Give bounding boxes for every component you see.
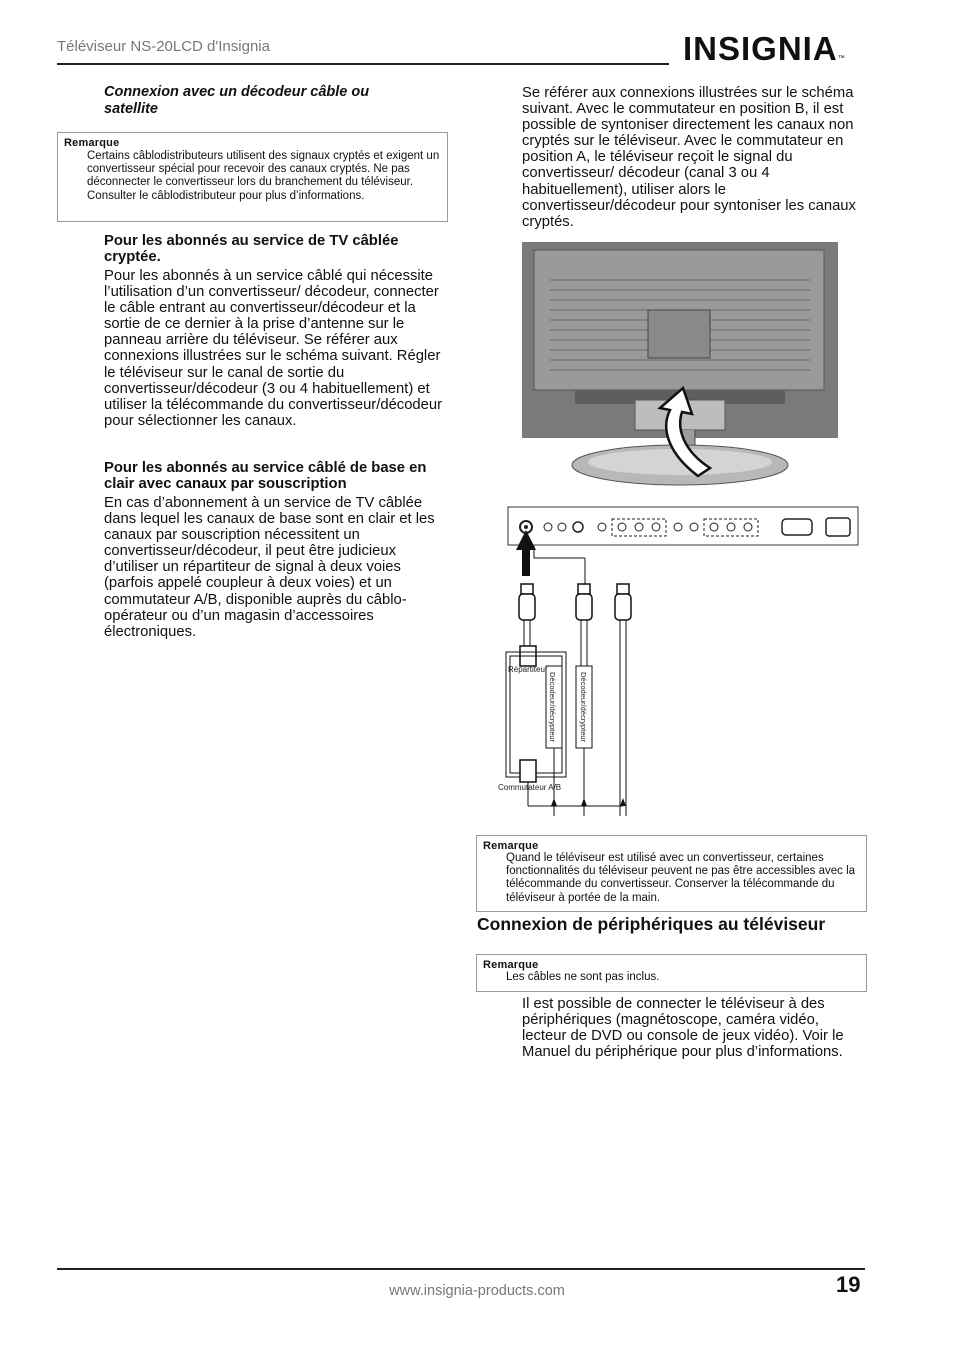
footer-rule bbox=[57, 1268, 865, 1270]
note-body: Certains câblodistributeurs utilisent des signaux cryptés et exigent un convertisseur spécial pour recevoir des canaux cryptés. Ne pas déconnecter le convertisseur lors du branchement du téléviseur. Consulter le câblodistributeur pour plus d’informations. bbox=[87, 150, 440, 202]
note-box-1 bbox=[57, 132, 448, 222]
note-box-2 bbox=[476, 835, 867, 912]
note-title: Remarque bbox=[483, 840, 539, 852]
label-decoder-2: Décodeur/décrypteur bbox=[579, 672, 588, 743]
para-intro: Se référer aux connexions illustrées sur le schéma suivant. Avec le commutateur en position B, il est possible de syntoniser directement les canaux non cryptés sur le téléviseur. Avec le commutateur en position A, le téléviseur reçoit le signal du convertisseur/ décodeur (canal 3 ou 4 habituellement), utiliser alors le convertisseur/décodeur pour syntoniser les canaux cryptés. bbox=[522, 85, 856, 230]
para-base: En cas d’abonnement à un service de TV câblée dans lequel les canaux de base sont en clair et les canaux par souscription nécessitent un convertisseur/décodeur, il peut être judicieux d’utiliser un répartiteur de signal à deux voies (parfois appelé coupleur à deux voies) et un commutateur A/B, disponible auprès du câblo-opérateur ou d’un magasin d’accessoires électroniques. bbox=[104, 495, 435, 640]
running-header: Téléviseur NS-20LCD d'Insignia bbox=[57, 38, 270, 55]
heading-crypted: Pour les abonnés au service de TV câblée cryptée. bbox=[104, 233, 399, 266]
note-box-3 bbox=[476, 954, 867, 992]
tv-back-illustration bbox=[520, 240, 840, 490]
note-title: Remarque bbox=[483, 959, 539, 971]
note-title: Remarque bbox=[64, 137, 120, 149]
para-crypted: Pour les abonnés à un service câblé qui nécessite l’utilisation d’un convertisseur/ décodeur, connecter le câble entrant au convertisseur/décodeur et la sortie de ce dernier à la prise d’antenne sur le panneau arrière du téléviseur. Se référer aux connexions illustrées sur le schéma suivant. Régler le téléviseur sur le canal de sortie du convertisseur/décodeur (3 ou 4 habituellement) et utiliser la télécommande du convertisseur/décodeur pour sélectionner les canaux. bbox=[104, 268, 443, 429]
label-splitter: Répartiteur bbox=[508, 665, 548, 674]
logo-trademark: ™ bbox=[837, 55, 845, 62]
header-rule bbox=[57, 63, 669, 65]
connection-diagram bbox=[496, 506, 866, 826]
heading-base: Pour les abonnés au service câblé de base en clair avec canaux par souscription bbox=[104, 460, 427, 493]
note-body: Les câbles ne sont pas inclus. bbox=[506, 971, 660, 983]
subheading-decoder: Connexion avec un décodeur câble ou satellite bbox=[104, 84, 370, 117]
para-devices: Il est possible de connecter le téléviseur à des périphériques (magnétoscope, caméra vidéo, lecteur de DVD ou console de jeux vidéo). Voir le Manuel du périphérique pour plus d’informations. bbox=[522, 996, 844, 1061]
label-decoder-1: Décodeur/décrypteur bbox=[548, 672, 557, 743]
section-heading: Connexion de périphériques au téléviseur bbox=[477, 914, 826, 934]
label-switch: Commutateur A/B bbox=[498, 783, 562, 792]
note-body: Quand le téléviseur est utilisé avec un convertisseur, certaines fonctionnalités du téléviseur peuvent ne pas être accessibles avec la télécommande du convertisseur. Conserver la télécommande du téléviseur à portée de la main. bbox=[506, 852, 856, 904]
footer-url[interactable]: www.insignia-products.com bbox=[389, 1283, 565, 1299]
logo-wordmark: INSIGNIA bbox=[683, 30, 838, 67]
insignia-logo bbox=[683, 30, 865, 74]
page-number: 19 bbox=[836, 1272, 861, 1297]
